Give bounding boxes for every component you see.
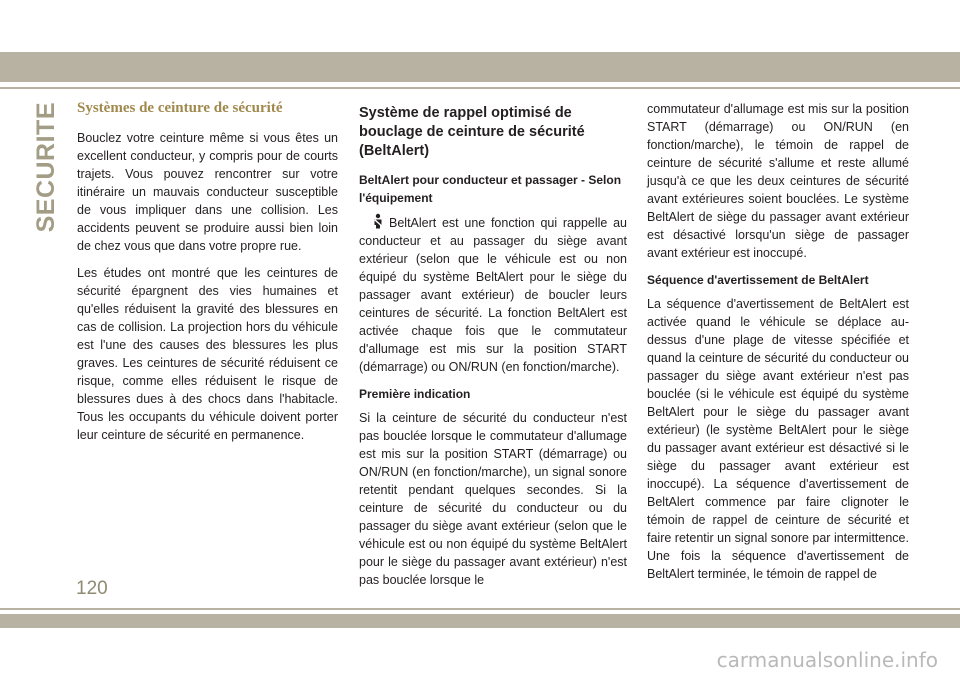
- header-rule: [0, 87, 960, 89]
- column-middle: [359, 100, 627, 598]
- footer-rule: [0, 608, 960, 610]
- footer-band: [0, 614, 960, 628]
- watermark: carmanualsonline.info: [716, 648, 938, 672]
- paragraph: Si la ceinture de sécurité du conducteur n'est pas bouclée lorsque le commutateur d'allumage est mis sur la position START (démarrage) ou ON/RUN (en fonction/marche), un signal sonore retentit pendant quelques secondes. Si la ceinture de sécurité du conducteur ou du passager du siège avant extérieur (selon que le véhicule est ou non équipé du système BeltAlert pour le siège du passager avant extérieur) n'est pas bouclée lorsque le: [359, 411, 627, 587]
- paragraph: [359, 213, 627, 376]
- column-left: [77, 100, 338, 453]
- header-band: [0, 52, 960, 82]
- section-side-label: SECURITE: [32, 102, 60, 233]
- paragraph: Bouclez votre ceinture même si vous êtes un excellent conducteur, y compris pour de courts trajets. Vous pouvez rencontrer sur votre itinéraire un mauvais conducteur susceptible de vous impliquer dans une collision. Les accidents peuvent se produire aussi bien loin de chez vous que dans votre propre rue.: [77, 131, 338, 253]
- paragraph: commutateur d'allumage est mis sur la position START (démarrage) ou ON/RUN (en fonction/marche), le témoin de rappel de ceinture de sécurité s'allume et reste allumé jusqu'à ce que les deux ceintures de sécurité avant extérieures soient bouclées. Le système BeltAlert de siège du passager avant extérieur est désactivé lorsqu'un siège de passager avant extérieur est inoccupé.: [647, 102, 909, 260]
- paragraph: Les études ont montré que les ceintures de sécurité épargnent des vies humaines et qu'elles réduisent la gravité des blessures en cas de collision. La projection hors du véhicule est l'une des causes des blessures les plus graves. Les ceintures de sécurité réduisent ce risque, comme elles réduisent le risque de blessures dues à des chocs dans l'habitacle. Tous les occupants du véhicule doivent porter leur ceinture de sécurité en permanence.: [77, 266, 338, 442]
- section-heading: Systèmes de ceinture de sécurité: [77, 100, 283, 116]
- subheading: Séquence d'avertissement de BeltAlert: [647, 273, 869, 287]
- subheading: Première indication: [359, 387, 471, 401]
- page-number: 120: [76, 578, 108, 599]
- main-heading: Système de rappel optimisé de bouclage de ceinture de sécurité (BeltAlert): [359, 105, 585, 159]
- paragraph-text: BeltAlert est une fonction qui rappelle au conducteur et au passager du siège avant extérieur (selon que le véhicule est ou non équipé du système BeltAlert pour le siège du passager avant extérieur) de boucler leurs ceintures de sécurité. La fonction BeltAlert est activée chaque fois que le commutateur d'allumage est mis sur la position START (démarrage) ou ON/RUN (en fonction/marche).: [359, 216, 627, 374]
- seatbelt-warning-icon: [371, 213, 385, 229]
- paragraph: La séquence d'avertissement de BeltAlert est activée quand le véhicule se déplace au-dessus d'une plage de vitesse spécifiée et quand la ceinture de sécurité du conducteur ou passager du siège avant extérieur n'est pas bouclée (si le véhicule est équipé du système BeltAlert pour le siège du passager avant extérieur) (le système BeltAlert pour le siège du passager avant extérieur est désactivé si le siège du passager avant extérieur est inoccupé). La séquence d'avertissement de BeltAlert commence par faire clignoter le témoin de rappel de ceinture de sécurité et faire retentir un signal sonore par intermittence. Une fois la séquence d'avertissement de BeltAlert terminée, le témoin de rappel de: [647, 297, 909, 581]
- subheading: BeltAlert pour conducteur et passager - Selon l'équipement: [359, 173, 622, 205]
- column-right: [647, 100, 909, 592]
